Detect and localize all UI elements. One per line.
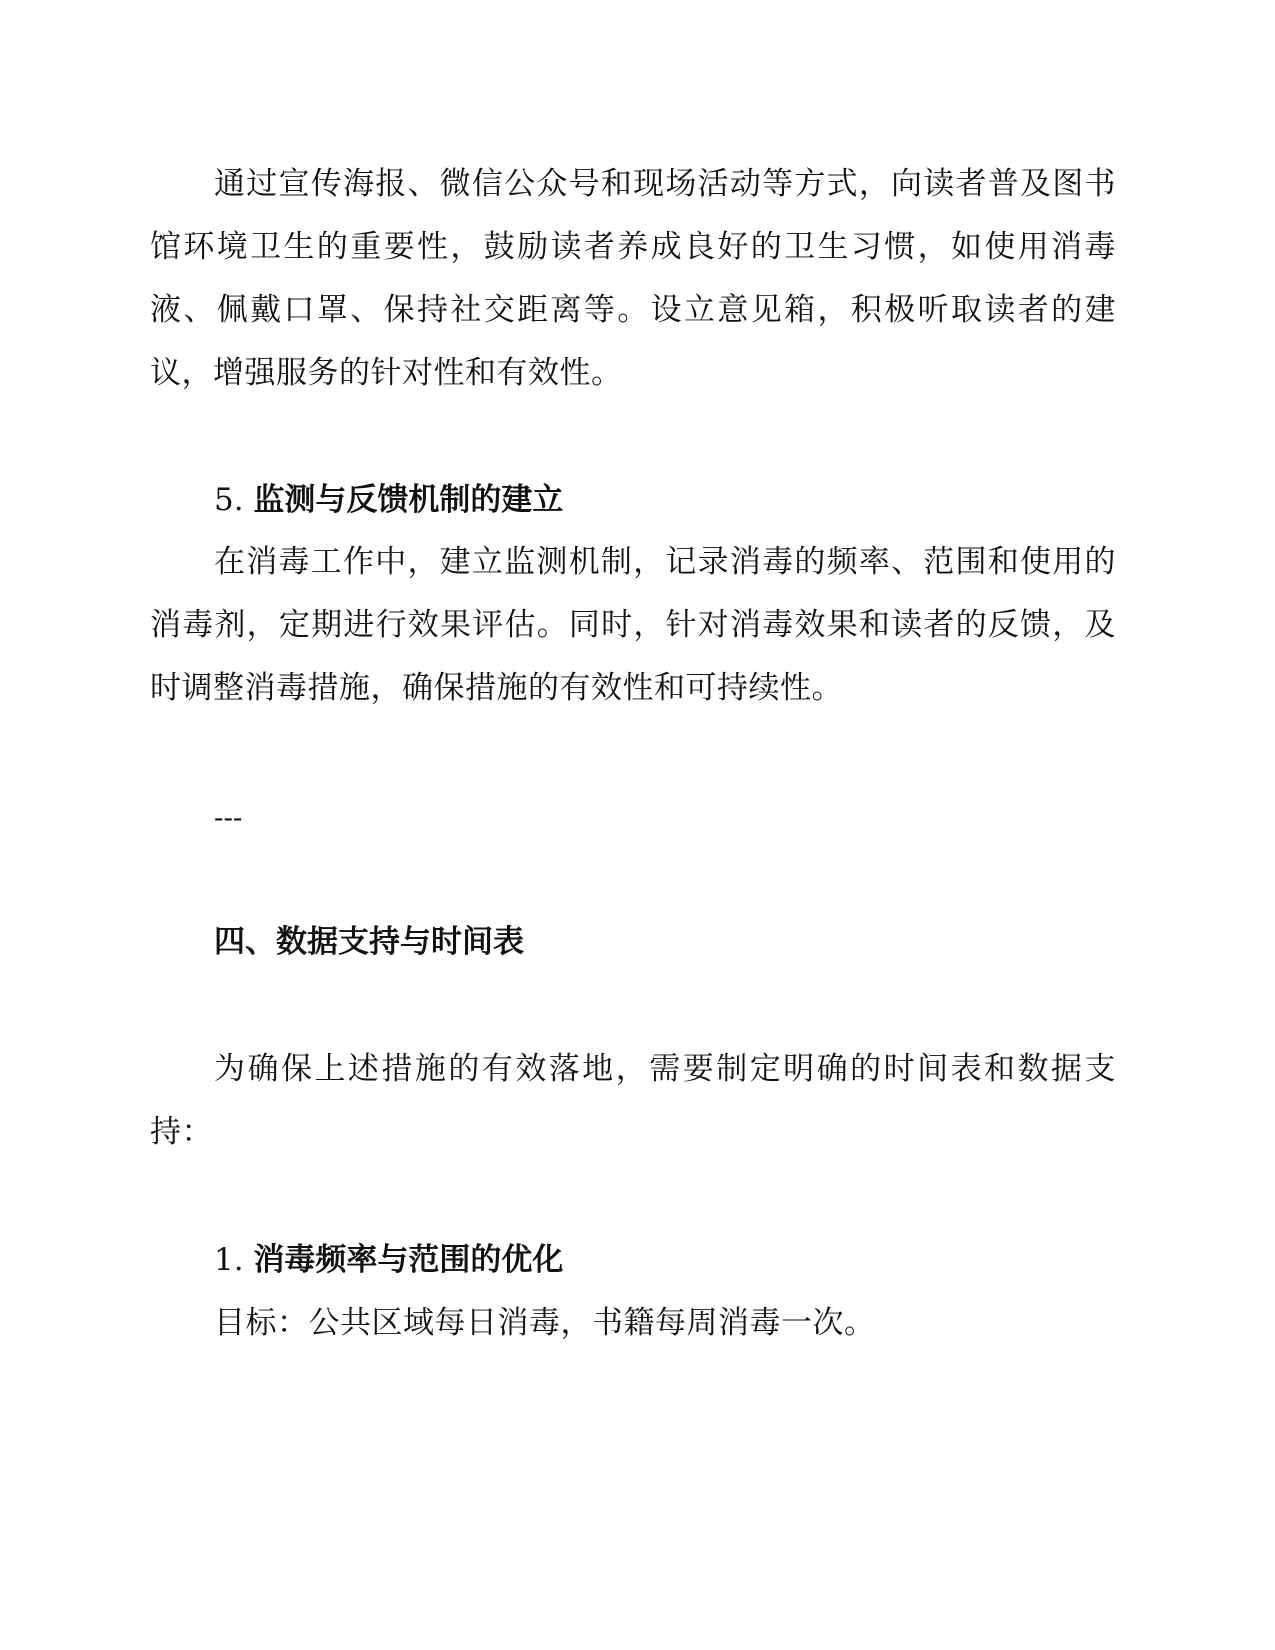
item-1-heading <box>214 1240 563 1280</box>
paragraph-publicity: 通过宣传海报、微信公众号和现场活动等方式，向读者普及图书馆环境卫生的重要性，鼓励读者养成良好的卫生习惯，如使用消毒液、佩戴口罩、保持社交距离等。设立意见箱，积极听取读者的建议，增强服务的针对性和有效性。 <box>150 166 1116 391</box>
paragraph-monitoring: 在消毒工作中，建立监测机制，记录消毒的频率、范围和使用的消毒剂，定期进行效果评估。同时，针对消毒效果和读者的反馈，及时调整消毒措施，确保措施的有效性和可持续性。 <box>150 544 1116 706</box>
separator: --- <box>214 801 243 834</box>
section-5-title: 监测与反馈机制的建立 <box>253 482 564 518</box>
section-5-heading <box>214 480 563 520</box>
chapter-4-heading: 四、数据支持与时间表 <box>214 924 524 960</box>
item-1-title: 消毒频率与范围的优化 <box>253 1242 564 1278</box>
section-5-number: 5. <box>214 482 254 518</box>
item-1-target: 目标：公共区域每日消毒，书籍每周消毒一次。 <box>214 1305 876 1341</box>
paragraph-timeline-intro: 为确保上述措施的有效落地，需要制定明确的时间表和数据支持： <box>150 1051 1116 1150</box>
item-1-number: 1. <box>214 1242 254 1278</box>
